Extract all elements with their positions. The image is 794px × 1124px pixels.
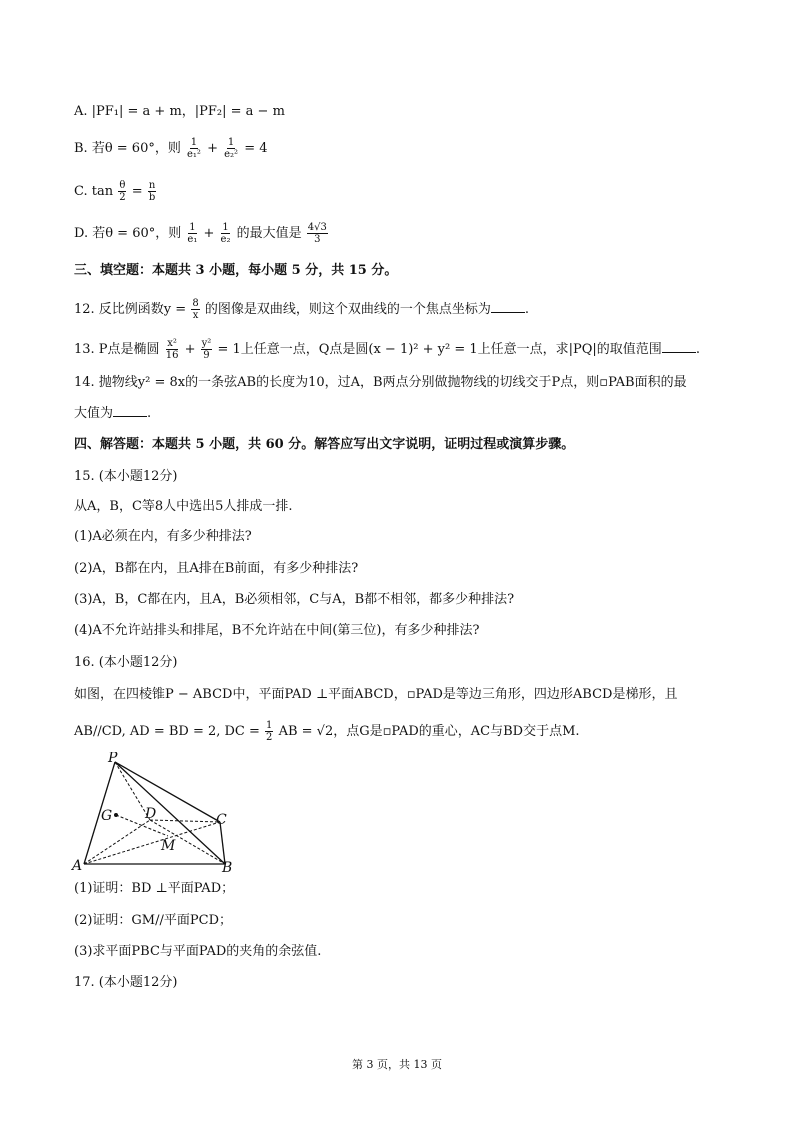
- answer-blank-14: [113, 404, 147, 417]
- label-g: G: [101, 808, 113, 824]
- choice-d-prefix: D. 若θ = 60°，则: [74, 226, 182, 241]
- question-13-suffix: = 1上任意一点，Q点是圆(x − 1)² + y² = 1上任意一点，求|PQ|的取值范围: [217, 342, 662, 357]
- question-12: [74, 298, 529, 321]
- choice-d: [74, 222, 329, 245]
- choice-d-plus: +: [203, 226, 215, 241]
- pyramid-figure: [70, 752, 270, 874]
- edge-pc: [115, 762, 220, 822]
- question-13-end: .: [695, 342, 700, 357]
- question-16-stem-1: 如图，在四棱锥P − ABCD中，平面PAD ⊥平面ABCD，▫PAD是等边三角形，四边形ABCD是梯形，且: [74, 687, 678, 702]
- choice-a-text: A. |PF₁| = a + m，|PF₂| = a − m: [74, 104, 285, 119]
- choice-b: [74, 137, 268, 160]
- section-3-heading: 三、填空题：本题共 3 小题，每小题 5 分，共 15 分。: [74, 263, 398, 278]
- question-13-fraction-2: $\frac{\text{y²}}{9}$: [201, 338, 212, 361]
- answer-blank-12: [491, 300, 525, 313]
- choice-d-fraction-3: $\frac{4√3}{3}$: [307, 222, 327, 245]
- question-14-line-1: 14. 抛物线y² = 8x的一条弦AB的长度为10，过A，B两点分别做抛物线的切线交于P点，则▫PAB面积的最: [74, 375, 687, 390]
- question-14-end: .: [147, 406, 152, 421]
- question-14-prefix: 大值为: [74, 406, 114, 421]
- choice-d-fraction-2: $\frac{1}{\text{e₂}}$: [220, 222, 231, 245]
- choice-b-suffix: = 4: [244, 141, 268, 156]
- choice-c-fraction-1: $\frac{\theta}{2}$: [119, 180, 126, 203]
- question-13-fraction-1: $\frac{\text{x²}}{16}$: [165, 338, 179, 361]
- point-g: [114, 813, 118, 817]
- answer-blank-13: [662, 340, 696, 353]
- choice-a: [74, 103, 285, 121]
- choice-b-prefix: B. 若θ = 60°，则: [74, 141, 181, 156]
- question-16-stem-2-prefix: AB//CD, AD = BD = 2, DC =: [74, 724, 260, 739]
- choice-c: [74, 180, 157, 203]
- question-16-title: 16. (本小题12分): [74, 655, 178, 670]
- question-15-part-1: (1)A必须在内，有多少种排法?: [74, 529, 252, 544]
- question-15-stem: 从A，B，C等8人中选出5人排成一排.: [74, 499, 293, 514]
- label-c: C: [216, 812, 227, 828]
- choice-b-plus: +: [207, 141, 218, 156]
- label-p: P: [108, 752, 118, 766]
- question-15-part-4: (4)A不允许站排头和排尾，B不允许站在中间(第三位)，有多少种排法?: [74, 623, 480, 638]
- label-b: B: [222, 860, 233, 874]
- question-16-part-2: (2)证明：GM//平面PCD；: [74, 913, 232, 928]
- edge-bc: [220, 822, 225, 864]
- edge-dc: [150, 820, 220, 822]
- question-14-line-2: [74, 404, 151, 423]
- edge-ad: [84, 820, 150, 864]
- question-13-prefix: 13. P点是椭圆: [74, 342, 160, 357]
- question-12-prefix: 12. 反比例函数y =: [74, 302, 187, 317]
- page-footer: 第 3 页，共 13 页: [352, 1058, 442, 1071]
- question-17-title: 17. (本小题12分): [74, 975, 178, 990]
- choice-c-fraction-2: $\frac{n}{b}$: [148, 180, 156, 203]
- question-12-fraction: $\frac{8}{x}$: [192, 298, 199, 321]
- question-13-plus: +: [184, 342, 196, 357]
- question-16-part-1: (1)证明：BD ⊥平面PAD；: [74, 881, 235, 896]
- question-16-part-3: (3)求平面PBC与平面PAD的夹角的余弦值.: [74, 944, 322, 959]
- label-a: A: [72, 858, 83, 874]
- choice-c-eq: =: [131, 184, 143, 199]
- choice-d-fraction-1: $\frac{1}{\text{e₁}}$: [187, 222, 198, 245]
- question-15-part-2: (2)A，B都在内，且A排在B前面，有多少种排法?: [74, 561, 359, 576]
- question-16-stem-2-suffix: AB = √2，点G是▫PAD的重心，AC与BD交于点M.: [278, 724, 580, 739]
- label-d: D: [145, 806, 157, 822]
- question-12-end: .: [524, 302, 529, 317]
- label-m: M: [161, 838, 176, 854]
- question-16-stem-2: [74, 720, 580, 743]
- diagonal-ac: [84, 822, 220, 864]
- question-15-title: 15. (本小题12分): [74, 469, 178, 484]
- section-4-heading: 四、解答题：本题共 5 小题，共 60 分。解答应写出文字说明，证明过程或演算步骤。: [74, 437, 575, 452]
- choice-b-fraction-1: $\frac{1}{\text{e₁²}}$: [187, 137, 201, 160]
- question-16-fraction: $\frac{1}{2}$: [266, 720, 273, 743]
- question-13: [74, 338, 700, 361]
- choice-b-fraction-2: $\frac{1}{\text{e₂²}}$: [224, 137, 239, 160]
- choice-c-prefix: C. tan: [74, 184, 114, 199]
- question-15-part-3: (3)A，B，C都在内，且A，B必须相邻，C与A，B都不相邻，都多少种排法?: [74, 592, 515, 607]
- choice-d-mid: 的最大值是: [236, 226, 302, 241]
- question-12-suffix: 的图像是双曲线，则这个双曲线的一个焦点坐标为: [204, 302, 491, 317]
